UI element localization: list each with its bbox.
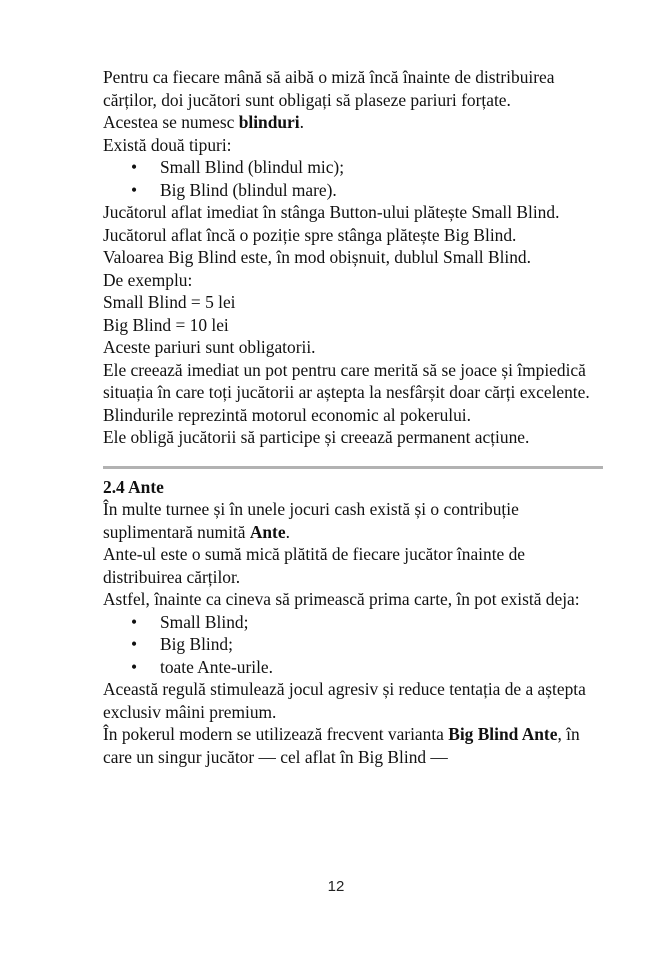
text: Acestea se numesc bbox=[103, 112, 239, 132]
list-item: • toate Ante-urile. bbox=[103, 656, 603, 679]
text: . bbox=[299, 112, 304, 132]
paragraph: Blindurile reprezintă motorul economic al pokerului. bbox=[103, 404, 471, 425]
paragraph: Ele creează imediat un pot pentru care merită să se joace și împiedică situația în care toți jucătorii ar aștepta la nesfârșit doar cărți excelente. bbox=[103, 359, 590, 402]
list-item: • Small Blind; bbox=[103, 611, 603, 634]
paragraph: Astfel, înainte ca cineva să primească prima carte, în pot există deja: bbox=[103, 589, 580, 609]
paragraph: Ele obligă jucătorii să participe și creează permanent acțiune. bbox=[103, 427, 530, 447]
paragraph: Există două tipuri: bbox=[103, 134, 232, 155]
paragraph: Jucătorul aflat imediat în stânga Button-ului plătește Small Blind. bbox=[103, 202, 560, 222]
list-item: • Small Blind (blindul mic); bbox=[103, 156, 603, 179]
bullet-list bbox=[103, 611, 603, 679]
page-content bbox=[103, 66, 603, 768]
section-divider bbox=[103, 466, 603, 469]
paragraph: Big Blind = 10 lei bbox=[103, 314, 229, 335]
paragraph: Aceste pariuri sunt obligatorii. bbox=[103, 337, 316, 357]
paragraph bbox=[103, 498, 603, 543]
paragraph: Valoarea Big Blind este, în mod obișnuit, dublul Small Blind. bbox=[103, 247, 531, 267]
paragraph bbox=[103, 111, 603, 134]
bullet-list bbox=[103, 156, 603, 201]
text: , în care un singur jucător — cel aflat în Big Blind — bbox=[103, 724, 580, 767]
section-heading: 2.4 Ante bbox=[103, 476, 164, 497]
bold-term: blinduri bbox=[238, 112, 300, 132]
list-item: • Big Blind (blindul mare). bbox=[103, 179, 603, 202]
text: În pokerul modern se utilizează frecvent varianta bbox=[103, 724, 449, 744]
bold-term: Ante bbox=[249, 521, 286, 542]
paragraph: Ante-ul este o sumă mică plătită de fiecare jucător înainte de distribuirea cărților. bbox=[103, 544, 526, 587]
text: . bbox=[285, 521, 290, 542]
bold-term: Big Blind Ante bbox=[448, 724, 558, 744]
paragraph: Pentru ca fiecare mână să aibă o miză încă înainte de distribuirea cărților, doi jucători sunt obligați să plaseze pariuri forțate. bbox=[103, 67, 555, 110]
paragraph: Jucătorul aflat încă o poziție spre stânga plătește Big Blind. bbox=[103, 224, 517, 245]
paragraph: De exemplu: bbox=[103, 269, 193, 290]
page-number: 12 bbox=[327, 878, 345, 895]
paragraph: Această regulă stimulează jocul agresiv și reduce tentația de a aștepta exclusiv mâini premium. bbox=[103, 679, 586, 722]
list-item: • Big Blind; bbox=[103, 633, 603, 656]
text: În multe turnee și în unele jocuri cash există și o contribuție suplimentară numită bbox=[103, 499, 519, 542]
paragraph bbox=[103, 723, 603, 768]
paragraph: Small Blind = 5 lei bbox=[103, 292, 236, 312]
